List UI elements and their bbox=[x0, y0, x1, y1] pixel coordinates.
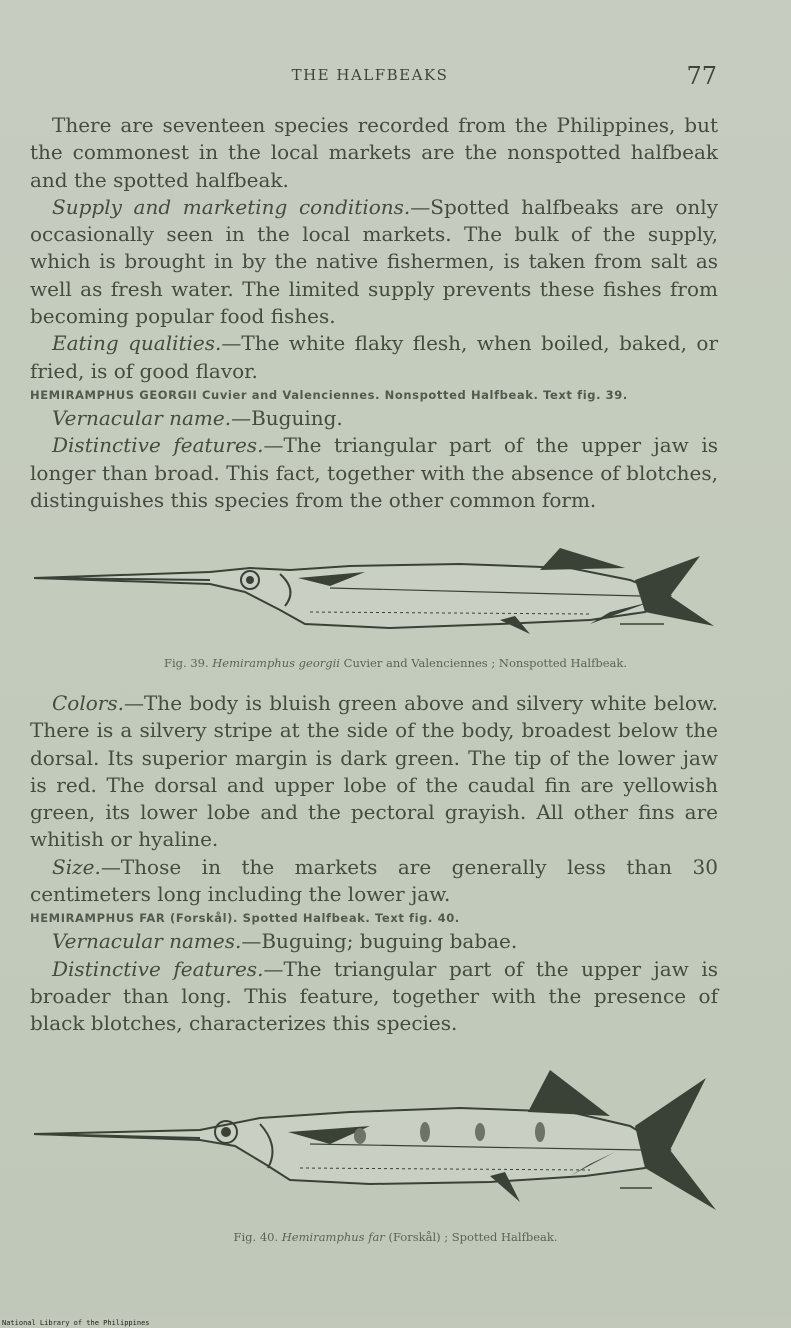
figure-40-caption bbox=[0, 1230, 791, 1244]
caption-text: (Forskål) ; Spotted Halfbeak. bbox=[384, 1230, 558, 1244]
paragraph-label: Distinctive features. bbox=[52, 956, 264, 981]
species-heading: HEMIRAMPHUS FAR (Forskål). Spotted Halfbeak. Text fig. 40. bbox=[30, 911, 460, 926]
text-block-top bbox=[30, 112, 718, 514]
caption-species: Hemiramphus georgii bbox=[212, 656, 340, 670]
paragraph-text: —The body is bluish green above and silvery white below. There is a silvery stripe at the side of the body, broadest below the dorsal. Its superior margin is dark green. The tip of the lower jaw is red. The dorsal and upper lobe of the caudal fin are yellowish green, its lower lobe and the pectoral grayish. All other fins are whitish or hyaline. bbox=[30, 691, 718, 852]
paragraph bbox=[30, 956, 718, 1038]
figure-39-fish-illustration bbox=[30, 540, 720, 640]
paragraph-text: There are seventeen species recorded from the Philippines, but the commonest in the local markets are the nonspotted halfbeak and the spotted halfbeak. bbox=[30, 113, 718, 192]
paragraph bbox=[30, 854, 718, 909]
caption-species: Hemiramphus far bbox=[281, 1230, 385, 1244]
library-credit: National Library of the Philippines bbox=[2, 1319, 150, 1327]
caption-number: Fig. 40. bbox=[233, 1230, 279, 1244]
paragraph-text: —Those in the markets are generally less than 30 centimeters long including the lower jaw. bbox=[30, 854, 718, 907]
running-title: THE HALFBEAKS bbox=[291, 66, 449, 84]
paragraph bbox=[30, 112, 718, 194]
paragraph-label: Size. bbox=[52, 854, 101, 879]
paragraph bbox=[30, 194, 718, 330]
species-heading: HEMIRAMPHUS GEORGII Cuvier and Valenciennes. Nonspotted Halfbeak. Text fig. 39. bbox=[30, 387, 628, 402]
paragraph-label: Colors. bbox=[52, 691, 124, 715]
page-header bbox=[0, 62, 791, 92]
paragraph-text: —The triangular part of the upper jaw is longer than broad. This fact, together with the absence of blotches, distinguishes this species from the other common form. bbox=[30, 433, 719, 512]
paragraph-text: —Spotted halfbeaks are only occasionally seen in the local markets. The bulk of the supply, which is brought in by the native fishermen, is taken from salt as well as fresh water. The limited supply prevents these fishes from becoming popular food fishes. bbox=[30, 194, 718, 329]
paragraph-label: Supply and marketing conditions. bbox=[52, 194, 411, 219]
figure-40-fish-illustration bbox=[30, 1064, 720, 1214]
caption-number: Fig. 39. bbox=[163, 656, 209, 670]
paragraph-label: Distinctive features. bbox=[52, 433, 264, 458]
paragraph-label: Vernacular name. bbox=[52, 405, 232, 430]
figure-39-caption bbox=[0, 656, 791, 670]
page-number: 77 bbox=[686, 62, 717, 90]
fish-illustration-icon bbox=[30, 1064, 720, 1214]
paragraph bbox=[30, 928, 718, 955]
fish-illustration-icon bbox=[30, 540, 720, 640]
paragraph-label: Vernacular names. bbox=[52, 929, 242, 954]
paragraph bbox=[30, 405, 718, 432]
paragraph-text: —The white flaky flesh, when boiled, baked, or fried, is of good flavor. bbox=[30, 331, 718, 383]
paragraph-text: —The triangular part of the upper jaw is broader than long. This feature, together with the presence of black blotches, characterizes this species. bbox=[30, 956, 719, 1036]
paragraph-text: —Buguing. bbox=[231, 405, 343, 430]
paragraph bbox=[30, 432, 718, 514]
paragraph-label: Eating qualities. bbox=[52, 331, 222, 356]
caption-text: Cuvier and Valenciennes ; Nonspotted Halfbeak. bbox=[339, 656, 627, 670]
paragraph bbox=[30, 690, 718, 854]
paragraph bbox=[30, 330, 718, 385]
paragraph-text: —Buguing; buguing babae. bbox=[241, 929, 518, 954]
text-block-middle bbox=[30, 690, 718, 1038]
